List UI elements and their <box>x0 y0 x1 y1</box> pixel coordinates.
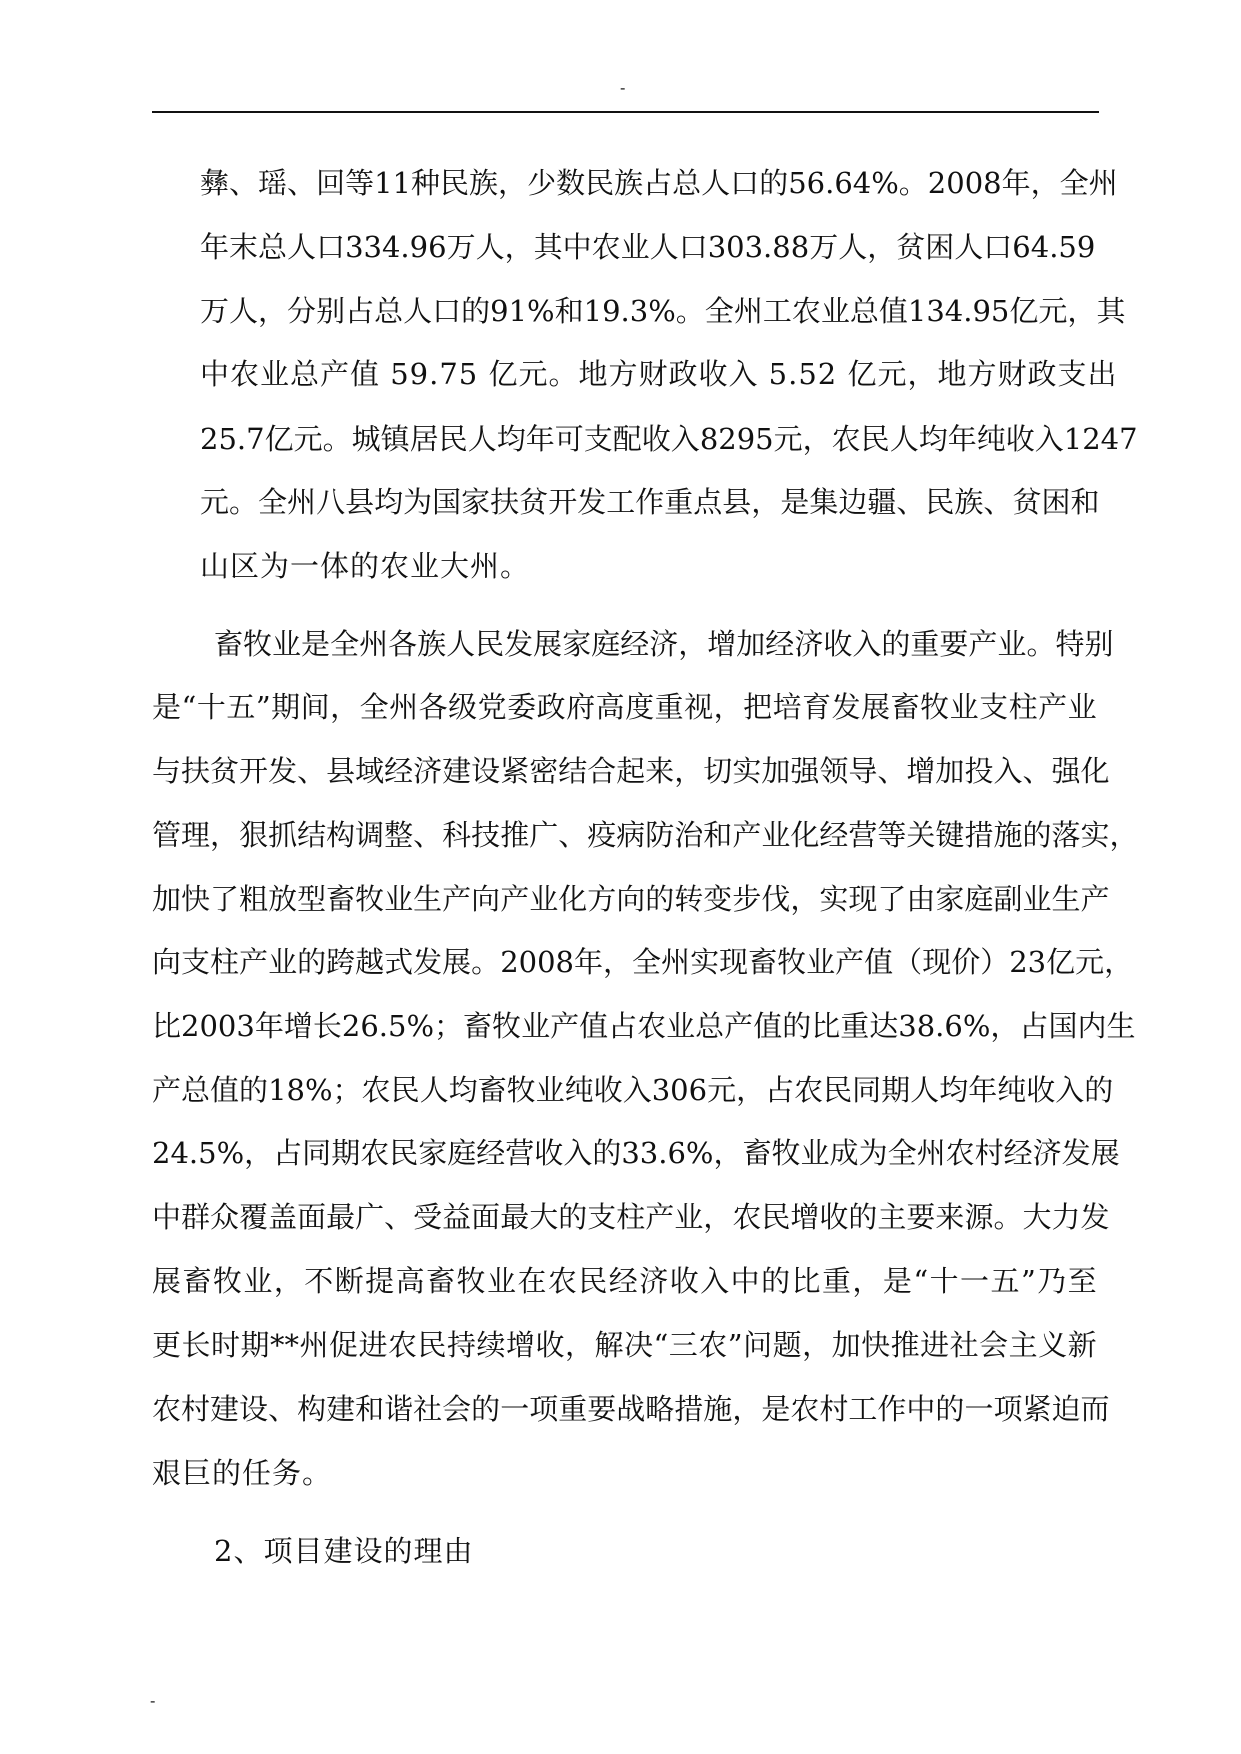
text-line: 2、项目建设的理由 <box>214 1534 474 1568</box>
text-line: 艰巨的任务。 <box>152 1456 333 1490</box>
text-line: 是 “ 十 五 ” 期 间 ， 全 州 各 级 党 委 政 府 高 度 重 视 ， 把 培 育 发 展 畜 牧 业 支 柱 产 业 <box>152 690 1097 724</box>
text-line: 万 人 ， 分 别 占 总 人 口 的 91% 和 19.3% 。 全 州 工 农 业 总 值 134.95 亿 元 ， 其 <box>200 294 1126 328</box>
text-line: 与 扶 贫 开 发 、 县 域 经 济 建 设 紧 密 结 合 起 来 ， 切 实 加 强 领 导 、 增 加 投 入 、 强 化 <box>152 754 1110 788</box>
text-line: 彝 、 瑶 、 回 等 11 种 民 族 ， 少 数 民 族 占 总 人 口 的 56.64% 。 2008 年 ， 全 州 <box>200 166 1118 200</box>
text-line: 农 村 建 设 、 构 建 和 谐 社 会 的 一 项 重 要 战 略 措 施 ， 是 农 村 工 作 中 的 一 项 紧 迫 而 <box>152 1392 1110 1426</box>
text-line: 比 2003 年 增 长 26.5% ； 畜 牧 业 产 值 占 农 业 总 产 值 的 比 重 达 38.6% ， 占 国 内 生 <box>152 1009 1136 1043</box>
text-line: 畜 牧 业 是 全 州 各 族 人 民 发 展 家 庭 经 济 ， 增 加 经 济 收 入 的 重 要 产 业 。 特 别 <box>214 627 1114 661</box>
page-header-mark: - <box>620 78 626 97</box>
text-line: 山区为一体的农业大州。 <box>200 549 531 583</box>
text-line: 24.5% ， 占 同 期 农 民 家 庭 经 营 收 入 的 33.6% ， 畜 牧 业 成 为 全 州 农 村 经 济 发 展 <box>152 1136 1120 1170</box>
text-line: 产 总 值 的 18% ； 农 民 人 均 畜 牧 业 纯 收 入 306 元 ， 占 农 民 同 期 人 均 年 纯 收 入 的 <box>152 1073 1114 1107</box>
text-line: 管 理 ， 狠 抓 结 构 调 整 、 科 技 推 广 、 疫 病 防 治 和 产 业 化 经 营 等 关 键 措 施 的 落 实 ， <box>152 818 1139 852</box>
text-line: 年 末 总 人 口 334.96 万 人 ， 其 中 农 业 人 口 303.88 万 人 ， 贫 困 人 口 64.59 <box>200 230 1096 264</box>
text-line: 加 快 了 粗 放 型 畜 牧 业 生 产 向 产 业 化 方 向 的 转 变 步 伐 ， 实 现 了 由 家 庭 副 业 生 产 <box>152 882 1110 916</box>
text-line: 向 支 柱 产 业 的 跨 越 式 发 展 。 2008 年 ， 全 州 实 现 畜 牧 业 产 值 （ 现 价 ） 23 亿 元 ， <box>152 945 1134 979</box>
page-footer-mark: - <box>150 1691 156 1710</box>
text-line: 元 。 全 州 八 县 均 为 国 家 扶 贫 开 发 工 作 重 点 县 ， 是 集 边 疆 、 民 族 、 贫 困 和 <box>200 485 1100 519</box>
text-line: 展 畜 牧 业 ， 不 断 提 高 畜 牧 业 在 农 民 经 济 收 入 中 的 比 重 ， 是 “ 十 一 五 ” 乃 至 <box>152 1264 1097 1298</box>
text-line: 25.7 亿 元 。 城 镇 居 民 人 均 年 可 支 配 收 入 8295 元 ， 农 民 人 均 年 纯 收 入 1247 <box>200 422 1138 456</box>
text-line: 中农业总产值 59.75 亿元。地方财政收入 5.52 亿元，地方财政支出 <box>200 357 1118 391</box>
text-line: 中 群 众 覆 盖 面 最 广 、 受 益 面 最 大 的 支 柱 产 业 ， 农 民 增 收 的 主 要 来 源 。 大 力 发 <box>152 1200 1110 1234</box>
text-line: 更 长 时 期 ** 州 促 进 农 民 持 续 增 收 ， 解 决 “ 三 农 ” 问 题 ， 加 快 推 进 社 会 主 义 新 <box>152 1328 1097 1362</box>
header-divider <box>152 111 1099 113</box>
